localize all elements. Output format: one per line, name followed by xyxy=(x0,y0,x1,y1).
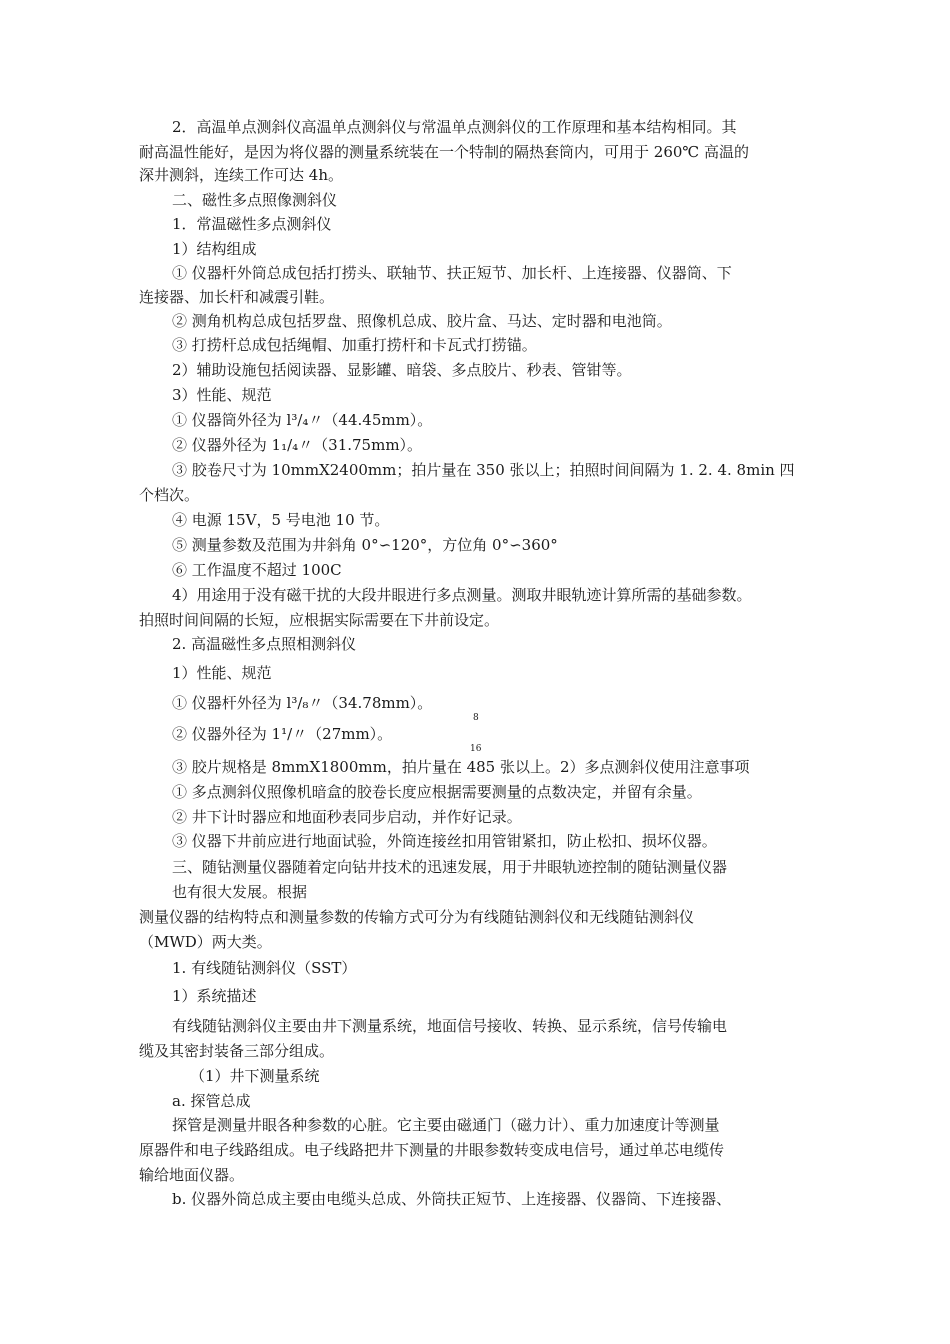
text-line: 输给地面仪器。 xyxy=(139,1166,245,1184)
list-item: ④ 电源 15V，5 号电池 10 节。 xyxy=(172,511,390,529)
text-line: 原器件和电子线路组成。电子线路把井下测量的井眼参数转变成电信号，通过单芯电缆传 xyxy=(139,1141,725,1159)
list-item: ② 仪器外径为 1¹/〃（27mm）。 xyxy=(172,725,393,743)
list-item: ① 仪器筒外径为 l³/₄〃（44.45mm）。 xyxy=(172,411,433,429)
fraction-subscript: 16 xyxy=(470,744,482,754)
list-item: ② 测角机构总成包括罗盘、照像机总成、胶片盒、马达、定时器和电池筒。 xyxy=(172,312,672,330)
text-line: 2．高温单点测斜仪高温单点测斜仪与常温单点测斜仪的工作原理和基本结构相同。其 xyxy=(172,118,737,136)
text-line: 4）用途用于没有磁干扰的大段井眼进行多点测量。测取井眼轨迹计算所需的基础参数。 xyxy=(172,586,752,604)
text-line: 个档次。 xyxy=(139,486,200,504)
list-item: ② 仪器外径为 1₁/₄〃（31.75mm）。 xyxy=(172,436,423,454)
text-line: 连接器、加长杆和减震引鞋。 xyxy=(139,288,335,306)
list-item: ① 仪器杆外筒总成包括打捞头、联轴节、扶正短节、加长杆、上连接器、仪器筒、下 xyxy=(172,264,732,282)
list-item: ③ 打捞杆总成包括绳帽、加重打捞杆和卡瓦式打捞锚。 xyxy=(172,336,537,354)
subsection-heading: 2. 高温磁性多点照相测斜仪 xyxy=(172,635,357,653)
list-item: ① 仪器杆外径为 l³/₈〃（34.78mm）。 xyxy=(172,694,433,712)
list-item: ③ 仪器下井前应进行地面试验，外筒连接丝扣用管钳紧扣，防止松扣、损坏仪器。 xyxy=(172,832,717,850)
list-item: ③ 胶片规格是 8mmX1800mm，拍片量在 485 张以上。2）多点测斜仪使用注意事项 xyxy=(172,758,750,776)
text-line: 1）结构组成 xyxy=(172,240,257,258)
text-line: （MWD）两大类。 xyxy=(139,933,272,951)
subsection-heading: 1．常温磁性多点测斜仪 xyxy=(172,215,332,233)
list-item: ③ 胶卷尺寸为 10mmX2400mm；拍片量在 350 张以上；拍照时间间隔为 1. 2. 4. 8min 四 xyxy=(172,461,795,479)
list-item: ② 井下计时器应和地面秒表同步启动，并作好记录。 xyxy=(172,808,522,826)
text-line: 2）辅助设施包括阅读器、显影罐、暗袋、多点胶片、秒表、管钳等。 xyxy=(172,361,632,379)
text-line: a. 探管总成 xyxy=(172,1092,251,1110)
fraction-superscript: 8 xyxy=(473,713,479,723)
text-line: （1）井下测量系统 xyxy=(190,1067,320,1085)
text-line: 1）系统描述 xyxy=(172,987,257,1005)
text-line: 测量仪器的结构特点和测量参数的传输方式可分为有线随钻测斜仪和无线随钻测斜仪 xyxy=(139,908,695,926)
list-item: ① 多点测斜仪照像机暗盒的胶卷长度应根据需要测量的点数决定，并留有余量。 xyxy=(172,783,702,801)
text-line: 深井测斜，连续工作可达 4h。 xyxy=(139,166,343,184)
section-heading: 三、随钻测量仪器随着定向钻井技术的迅速发展，用于井眼轨迹控制的随钻测量仪器 xyxy=(172,858,728,876)
text-line: 也有很大发展。根据 xyxy=(172,883,308,901)
text-line: b. 仪器外筒总成主要由电缆头总成、外筒扶正短节、上连接器、仪器筒、下连接器、 xyxy=(172,1190,732,1208)
list-item: ⑥ 工作温度不超过 100C xyxy=(172,561,342,579)
text-line: 有线随钻测斜仪主要由井下测量系统，地面信号接收、转换、显示系统，信号传输电 xyxy=(172,1017,728,1035)
subsection-heading: 1. 有线随钻测斜仪（SST） xyxy=(172,959,357,977)
text-line: 缆及其密封装备三部分组成。 xyxy=(139,1042,335,1060)
text-line: 耐高温性能好，是因为将仪器的测量系统装在一个特制的隔热套筒内，可用于 260℃ 高温的 xyxy=(139,143,749,161)
section-heading: 二、磁性多点照像测斜仪 xyxy=(172,191,338,209)
text-line: 1）性能、规范 xyxy=(172,664,272,682)
text-line: 拍照时间间隔的长短，应根据实际需要在下井前设定。 xyxy=(139,611,500,629)
list-item: ⑤ 测量参数及范围为井斜角 0°∽120°，方位角 0°∽360° xyxy=(172,536,558,554)
text-line: 3）性能、规范 xyxy=(172,386,272,404)
text-line: 探管是测量井眼各种参数的心脏。它主要由磁通门（磁力计）、重力加速度计等测量 xyxy=(172,1116,720,1134)
